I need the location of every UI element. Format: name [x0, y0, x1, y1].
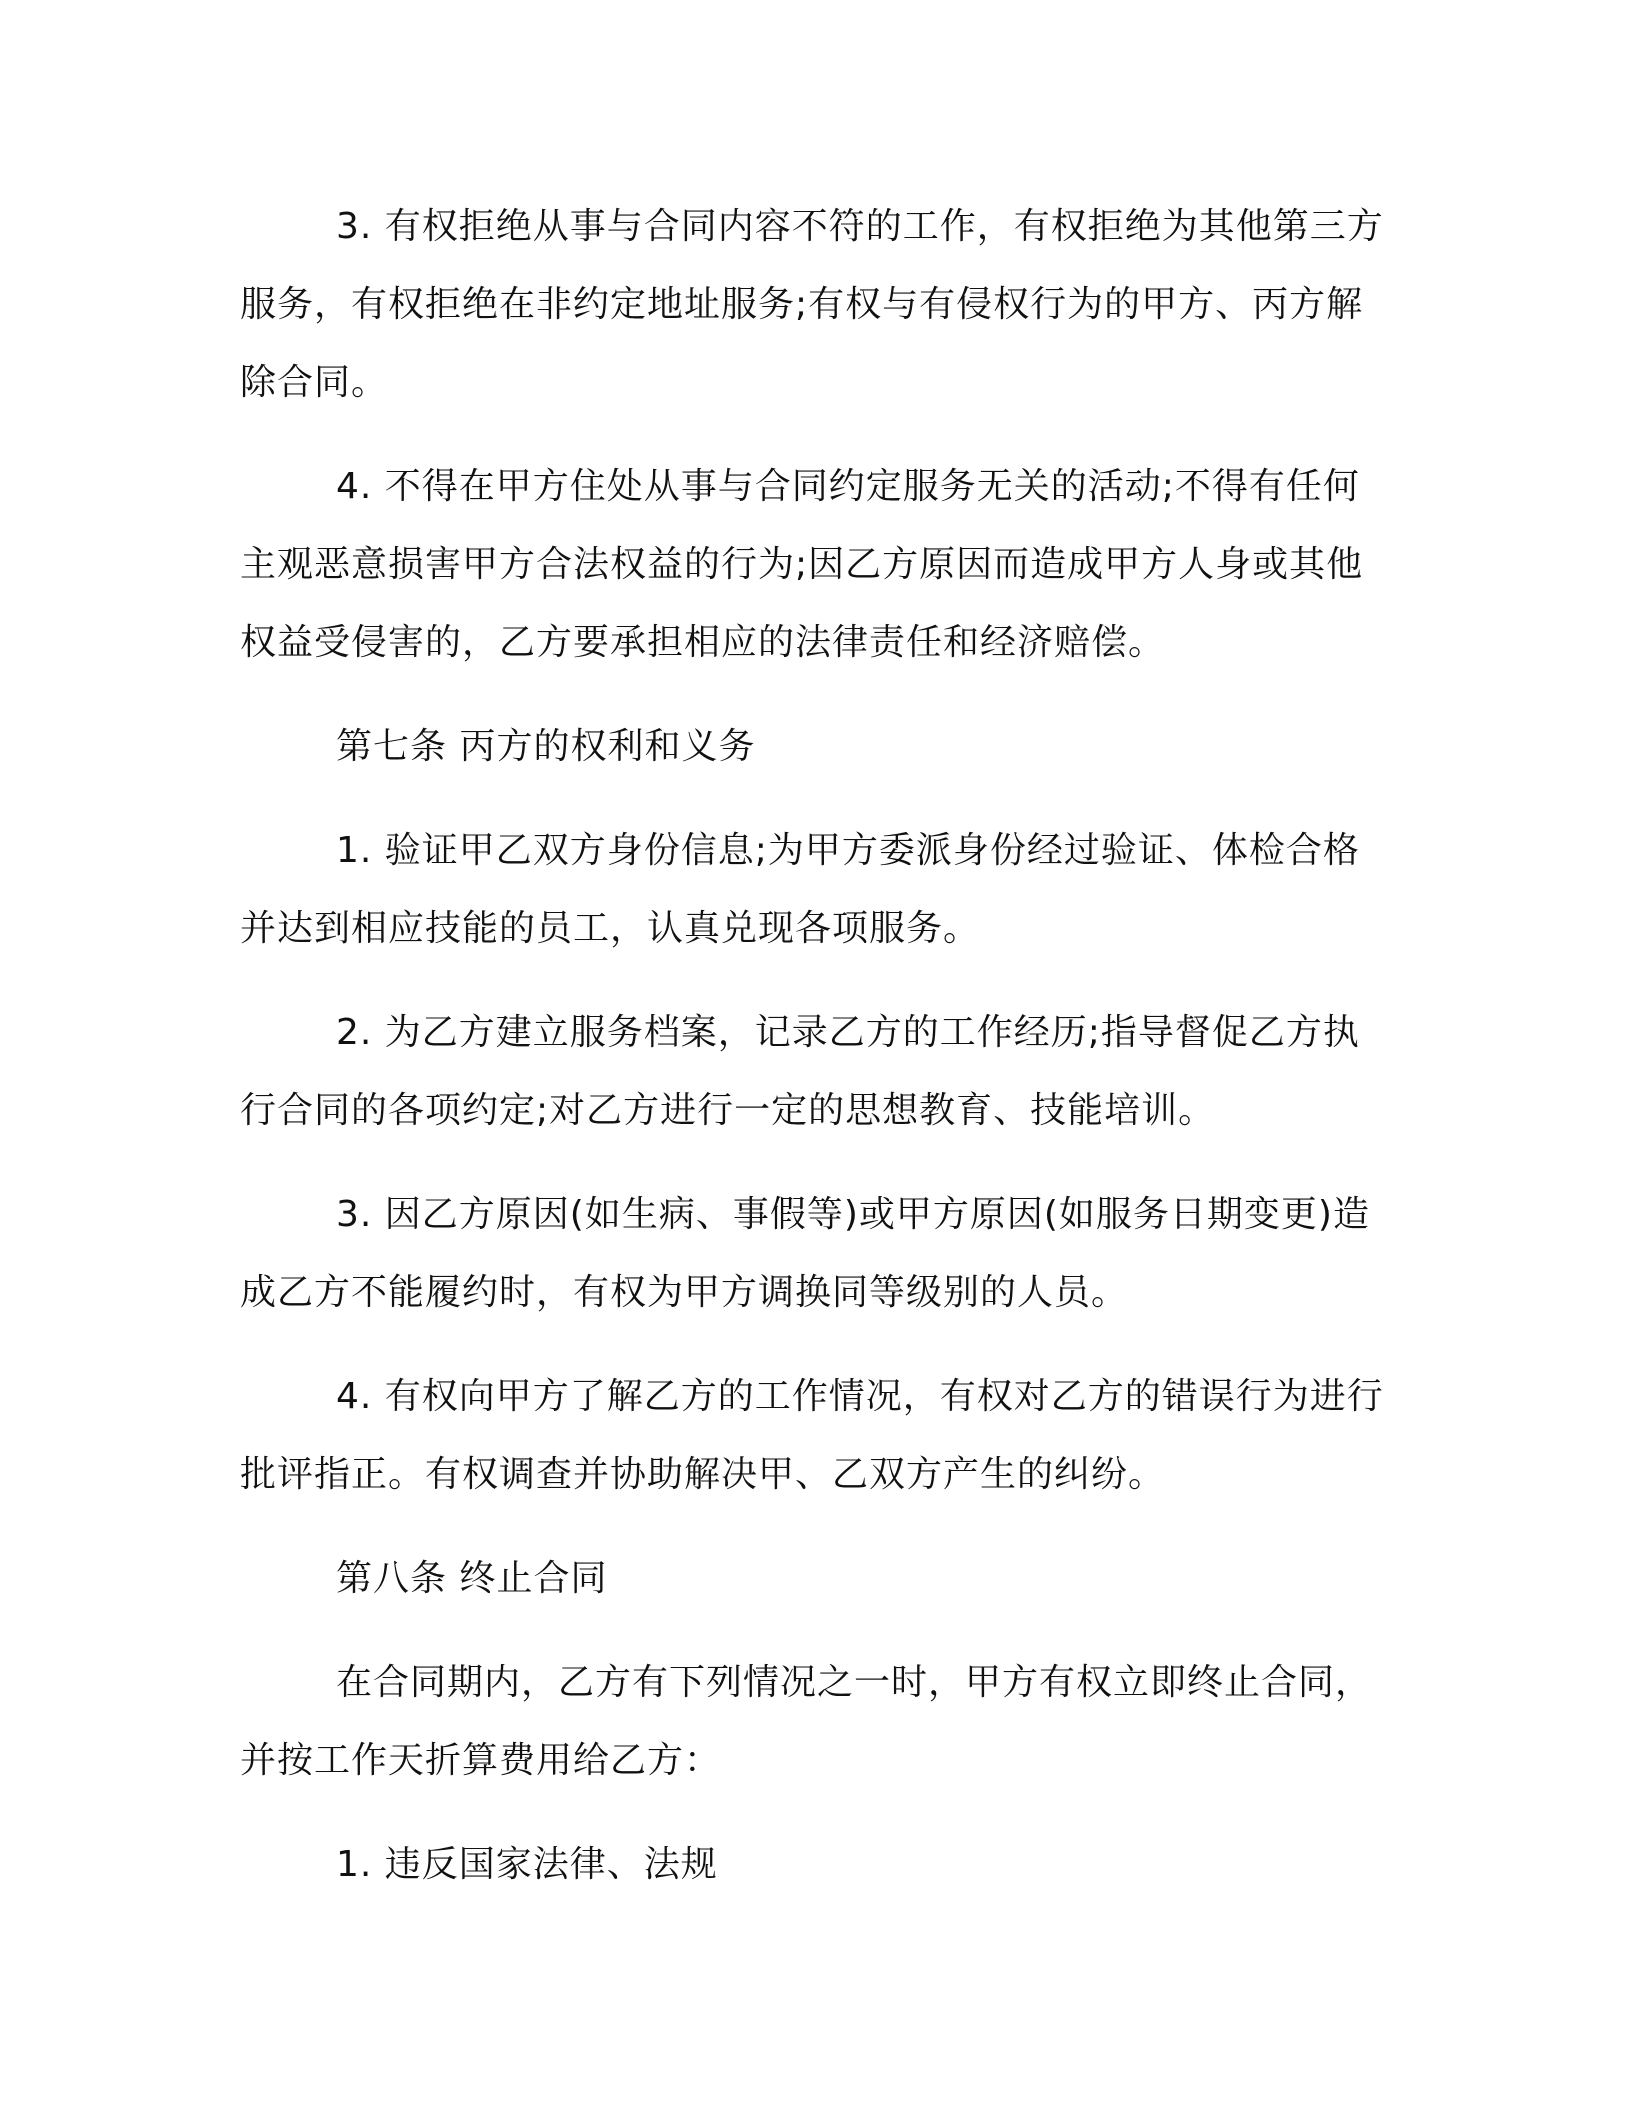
paragraph-article-8-intro: 在合同期内，乙方有下列情况之一时，甲方有权立即终止合同，并按工作天折算费用给乙方： — [240, 1662, 1373, 1781]
document-body — [240, 188, 1390, 1904]
paragraph-clause-3-rights: 3. 有权拒绝从事与合同内容不符的工作，有权拒绝为其他第三方服务，有权拒绝在非约定地址服务;有权与有侵权行为的甲方、丙方解除合同。 — [240, 206, 1384, 403]
paragraph-article-7-item-1: 1. 验证甲乙双方身份信息;为甲方委派身份经过验证、体检合格并达到相应技能的员工，认真兑现各项服务。 — [240, 830, 1360, 949]
section-heading-article-7: 第七条 丙方的权利和义务 — [336, 726, 756, 767]
paragraph-article-8-item-1: 1. 违反国家法律、法规 — [336, 1844, 718, 1885]
paragraph-article-7-item-2: 2. 为乙方建立服务档案，记录乙方的工作经历;指导督促乙方执行合同的各项约定;对乙方进行一定的思想教育、技能培训。 — [240, 1012, 1360, 1131]
paragraph-article-7-item-4: 4. 有权向甲方了解乙方的工作情况，有权对乙方的错误行为进行批评指正。有权调查并协助解决甲、乙双方产生的纠纷。 — [240, 1376, 1384, 1495]
paragraph-clause-4-obligations: 4. 不得在甲方住处从事与合同约定服务无关的活动;不得有任何主观恶意损害甲方合法权益的行为;因乙方原因而造成甲方人身或其他权益受侵害的，乙方要承担相应的法律责任和经济赔偿。 — [240, 466, 1364, 663]
paragraph-article-7-item-3: 3. 因乙方原因(如生病、事假等)或甲方原因(如服务日期变更)造成乙方不能履约时，有权为甲方调换同等级别的人员。 — [240, 1194, 1370, 1313]
section-heading-article-8: 第八条 终止合同 — [336, 1558, 608, 1599]
